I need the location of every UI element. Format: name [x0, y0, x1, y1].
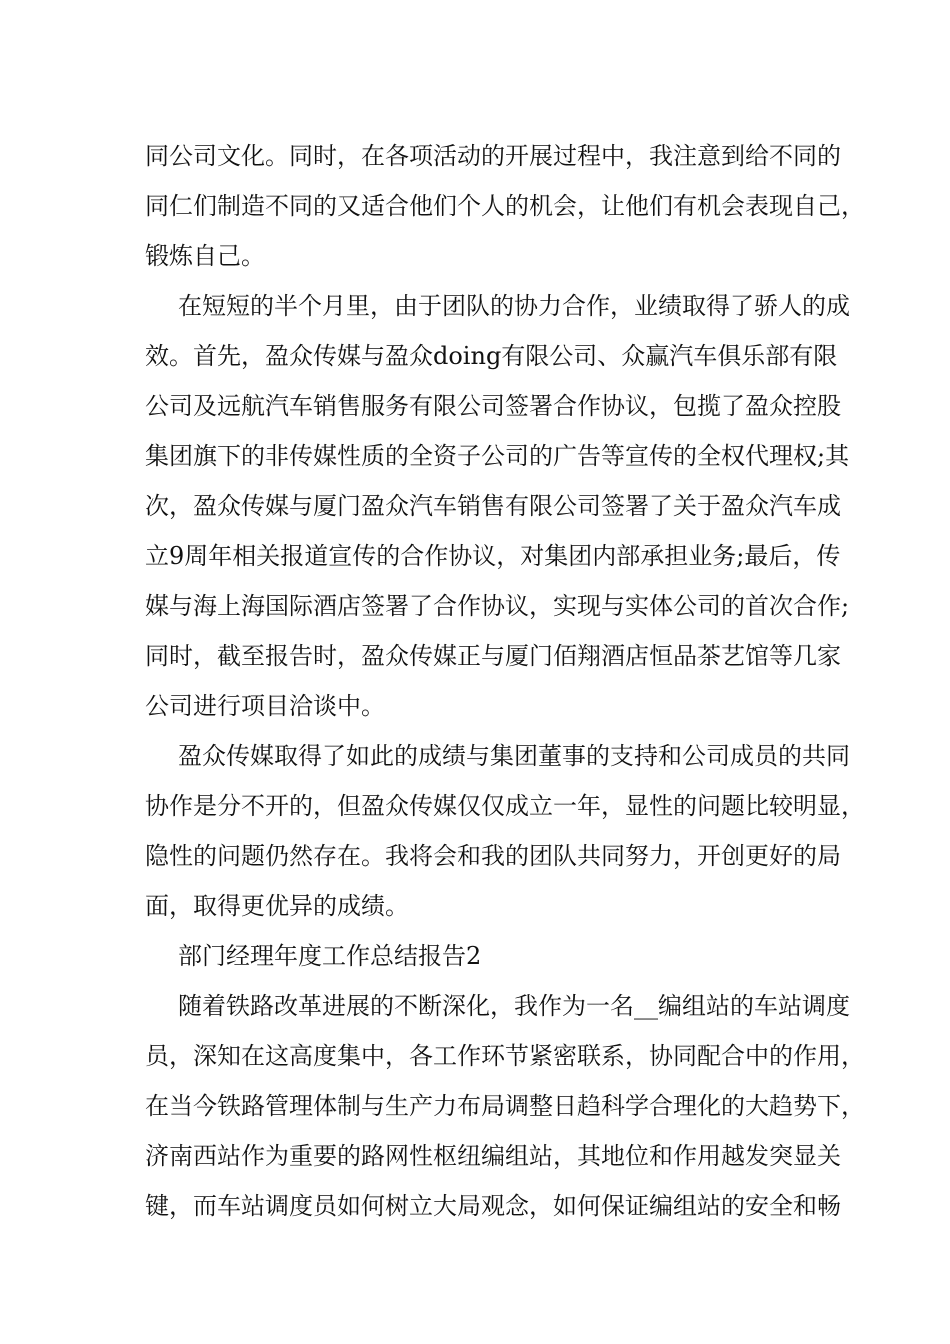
text-line: 公司进行项目洽谈中。 — [145, 692, 385, 720]
paragraph-company-culture — [145, 131, 865, 281]
text-line: 员，深知在这高度集中，各工作环节紧密联系，协同配合中的作用， — [145, 1042, 865, 1070]
text-line: 公司及远航汽车销售服务有限公司签署合作协议，包揽了盈众控股 — [145, 392, 841, 420]
text-line: 同公司文化。同时，在各项活动的开展过程中，我注意到给不同的 — [145, 142, 841, 170]
text-line: 盈众传媒取得了如此的成绩与集团董事的支持和公司成员的共同 — [178, 742, 850, 770]
text-line: 同仁们制造不同的又适合他们个人的机会，让他们有机会表现自己， — [145, 192, 865, 220]
section-heading-report-2 — [145, 931, 825, 981]
text-line: 键，而车站调度员如何树立大局观念，如何保证编组站的安全和畅 — [145, 1192, 841, 1220]
text-line: 协作是分不开的，但盈众传媒仅仅成立一年，显性的问题比较明显， — [145, 792, 865, 820]
text-line: 在当今铁路管理体制与生产力布局调整日趋科学合理化的大趋势下， — [145, 1092, 865, 1120]
paragraph-railway-dispatcher — [145, 981, 865, 1231]
text-line: 立9周年相关报道宣传的合作协议，对集团内部承担业务;最后，传 — [145, 542, 841, 570]
text-line: 锻炼自己。 — [145, 242, 265, 270]
text-line: 隐性的问题仍然存在。我将会和我的团队共同努力，开创更好的局 — [145, 842, 841, 870]
text-line: 随着铁路改革进展的不断深化，我作为一名__编组站的车站调度 — [178, 992, 850, 1020]
text-line: 济南西站作为重要的路网性枢纽编组站，其地位和作用越发突显关 — [145, 1142, 841, 1170]
text-line: 面，取得更优异的成绩。 — [145, 892, 409, 920]
document-body — [145, 131, 865, 1231]
paragraph-achievements — [145, 281, 850, 731]
text-line: 集团旗下的非传媒性质的全资子公司的广告等宣传的全权代理权;其 — [145, 442, 850, 470]
text-line: 次，盈众传媒与厦门盈众汽车销售有限公司签署了关于盈众汽车成 — [145, 492, 841, 520]
text-line: 媒与海上海国际酒店签署了合作协议，实现与实体公司的首次合作; — [145, 592, 850, 620]
text-line: 同时，截至报告时，盈众传媒正与厦门佰翔酒店恒品茶艺馆等几家 — [145, 642, 841, 670]
text-line: 在短短的半个月里，由于团队的协力合作，业绩取得了骄人的成 — [178, 292, 850, 320]
text-line: 效。首先，盈众传媒与盈众doing有限公司、众赢汽车俱乐部有限 — [145, 342, 838, 370]
paragraph-outlook — [145, 731, 865, 931]
text-line: 部门经理年度工作总结报告2 — [178, 942, 482, 970]
